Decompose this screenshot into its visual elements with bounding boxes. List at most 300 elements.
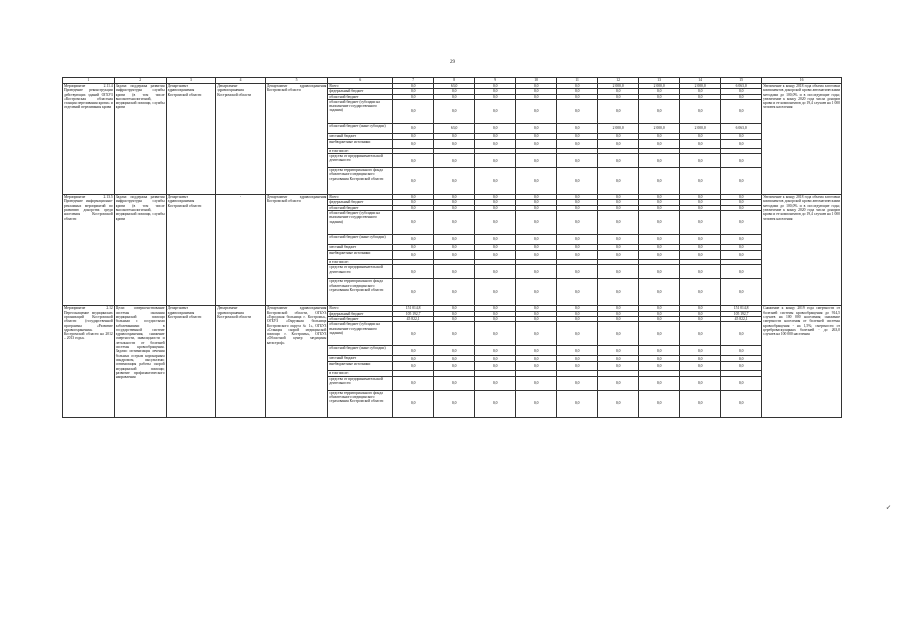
group-col1-cell: Мероприятие 2.13.5 Проведение информационно-рекламных мероприятий по развитию донорства среди населения Костромской области: [63, 195, 115, 306]
amount-cell: 2 000,0: [598, 123, 639, 133]
amount-cell: 0,0: [721, 89, 762, 94]
amount-cell: 0,0: [516, 211, 557, 235]
amount-cell: 0,0: [393, 322, 434, 346]
amount-cell: 0,0: [639, 211, 680, 235]
amount-cell: 0,0: [598, 376, 639, 390]
column-number-2: 2: [114, 78, 166, 84]
funding-source-label: областной бюджет: [328, 205, 393, 210]
page-number: 29: [450, 60, 455, 65]
amount-cell: 0,0: [516, 154, 557, 168]
amount-cell: 0,0: [393, 356, 434, 362]
amount-cell: 0,0: [557, 316, 598, 321]
funding-source-label: внебюджетные источники: [328, 251, 393, 260]
amount-cell: 0,0: [557, 94, 598, 99]
amount-cell: 0,0: [557, 346, 598, 356]
amount-cell: 0,0: [475, 84, 516, 89]
amount-cell: 0,0: [639, 154, 680, 168]
amount-cell: 0,0: [639, 311, 680, 316]
amount-cell: 0,0: [598, 195, 639, 200]
amount-cell: 0,0: [475, 390, 516, 417]
group-col5-cell: Департамент здравоохранения Костромской области: [265, 84, 328, 195]
funding-source-label: Всего: [328, 84, 393, 89]
amount-cell: 0,0: [639, 376, 680, 390]
amount-cell: 0,0: [393, 346, 434, 356]
amount-cell: 0,0: [516, 123, 557, 133]
amount-cell: 0,0: [598, 211, 639, 235]
amount-cell: 0,0: [434, 99, 475, 123]
group-col3-cell: Департамент здравоохранения Костромской области: [166, 84, 216, 195]
amount-cell: 0,0: [557, 265, 598, 279]
amount-cell: 0,0: [639, 356, 680, 362]
amount-cell: 0,0: [721, 94, 762, 99]
amount-cell: 0,0: [393, 139, 434, 148]
amount-cell: 0,0: [557, 311, 598, 316]
amount-cell: 0,0: [434, 168, 475, 195]
amount-cell: 0,0: [598, 205, 639, 210]
amount-cell: 0,0: [434, 322, 475, 346]
amount-cell: 0,0: [516, 322, 557, 346]
amount-cell: 0,0: [598, 139, 639, 148]
amount-cell: 0,0: [516, 356, 557, 362]
amount-cell: 0,0: [680, 133, 721, 139]
group-col1-cell: Мероприятие 2.12 Переоснащение медицинских организаций Костромской области (государственной программы «Развитие здравоохранения» Костромской области на 2012 – 2013 годы»: [63, 306, 115, 417]
amount-cell: 0,0: [721, 279, 762, 306]
amount-cell: 0,0: [680, 205, 721, 210]
amount-cell: 0,0: [475, 322, 516, 346]
amount-cell: 0,0: [639, 245, 680, 251]
column-number-14: 14: [680, 78, 721, 84]
amount-cell: 0,0: [680, 94, 721, 99]
amount-cell: 2 000,0: [680, 123, 721, 133]
amount-cell: 0,0: [516, 311, 557, 316]
amount-cell: 0,0: [598, 322, 639, 346]
funding-source-label: средства территориального фонда обязательного медицинского страхования Костромской области: [328, 168, 393, 195]
group-col5-cell: Департамент здравоохранения Костромской области: [265, 195, 328, 306]
funding-source-label: федеральный бюджет: [328, 89, 393, 94]
amount-cell: 0,0: [434, 356, 475, 362]
program-activities-table: [62, 77, 842, 418]
amount-cell: 0,0: [434, 346, 475, 356]
column-number-7: 7: [393, 78, 434, 84]
amount-cell: 0,0: [393, 279, 434, 306]
amount-cell: 0,0: [475, 376, 516, 390]
column-number-11: 11: [557, 78, 598, 84]
amount-cell: 0,0: [721, 99, 762, 123]
amount-cell: 0,0: [475, 311, 516, 316]
funding-source-label: областной бюджет: [328, 316, 393, 321]
column-number-9: 9: [475, 78, 516, 84]
amount-cell: 0,0: [680, 168, 721, 195]
amount-cell: 45 822,1: [721, 316, 762, 321]
amount-cell: 0,0: [557, 200, 598, 205]
amount-cell: 0,0: [557, 376, 598, 390]
funding-source-label: средства территориального фонда обязательного медицинского страхования Костромской области: [328, 390, 393, 417]
amount-cell: 0,0: [680, 306, 721, 311]
amount-cell: 0,0: [516, 168, 557, 195]
amount-cell: 0,0: [557, 235, 598, 245]
group-col1-cell: Мероприятие 2.11.4 Проведение реконструкции действующих зданий ОГБУЗ «Костромская областная станция переливания крови» и отделений переливания крови: [63, 84, 115, 195]
amount-cell: 0,0: [393, 89, 434, 94]
amount-cell: 0,0: [598, 316, 639, 321]
amount-cell: 0,0: [434, 390, 475, 417]
amount-cell: 0,0: [598, 245, 639, 251]
amount-cell: 0,0: [598, 200, 639, 205]
amount-cell: 0,0: [434, 362, 475, 371]
funding-source-label: областной бюджет (иные субсидии): [328, 123, 393, 133]
amount-cell: 0,0: [393, 123, 434, 133]
amount-cell: 0,0: [680, 356, 721, 362]
amount-cell: 0,0: [516, 99, 557, 123]
group-col4-cell: Департамент здравоохранения Костромской области: [216, 84, 266, 195]
amount-cell: 0,0: [680, 245, 721, 251]
amount-cell: 0,0: [434, 235, 475, 245]
funding-source-label: местный бюджет: [328, 356, 393, 362]
amount-cell: 0,0: [516, 89, 557, 94]
amount-cell: 0,0: [639, 306, 680, 311]
amount-cell: 0,0: [557, 279, 598, 306]
amount-cell: 0,0: [475, 168, 516, 195]
amount-cell: 0,0: [393, 168, 434, 195]
amount-cell: 0,0: [639, 322, 680, 346]
amount-cell: 0,0: [557, 390, 598, 417]
amount-cell: 63,0: [434, 84, 475, 89]
amount-cell: 0,0: [475, 99, 516, 123]
amount-cell: 0,0: [721, 139, 762, 148]
amount-cell: 0,0: [516, 376, 557, 390]
amount-cell: 0,0: [721, 195, 762, 200]
amount-cell: 0,0: [434, 376, 475, 390]
amount-cell: 0,0: [516, 306, 557, 311]
amount-cell: 0,0: [475, 133, 516, 139]
funding-source-label: средства от предпринимательской деятельности: [328, 154, 393, 168]
amount-cell: 0,0: [680, 200, 721, 205]
amount-cell: 0,0: [475, 139, 516, 148]
amount-cell: 0,0: [557, 123, 598, 133]
amount-cell: 0,0: [721, 251, 762, 260]
amount-cell: 2 000,0: [639, 84, 680, 89]
amount-cell: 0,0: [516, 139, 557, 148]
expected-result-cell: Снижение к концу 2019 года смертности от болезней системы кровообращения до 914,5 случаев на 100 000 населения; снижение смертности населения от болезней системы кровообращения - на 1,5%; смертности от цереброваскулярных болезней - до 263,0 случаев на 100 000 населения: [762, 306, 842, 417]
amount-cell: 0,0: [475, 205, 516, 210]
amount-cell: 0,0: [680, 316, 721, 321]
amount-cell: 0,0: [721, 200, 762, 205]
amount-cell: 0,0: [475, 362, 516, 371]
amount-cell: 0,0: [639, 265, 680, 279]
amount-cell: 2 000,0: [598, 84, 639, 89]
amount-cell: 0,0: [516, 200, 557, 205]
amount-cell: 151 014,8: [393, 306, 434, 311]
amount-cell: 0,0: [475, 94, 516, 99]
amount-cell: 0,0: [680, 235, 721, 245]
funding-source-label: областной бюджет (иные субсидии): [328, 346, 393, 356]
amount-cell: 0,0: [557, 322, 598, 346]
amount-cell: 0,0: [557, 306, 598, 311]
amount-cell: 0,0: [721, 390, 762, 417]
group-col3-cell: Департамент здравоохранения Костромской области: [166, 195, 216, 306]
amount-cell: 0,0: [516, 362, 557, 371]
amount-cell: 0,0: [516, 94, 557, 99]
amount-cell: 0,0: [680, 390, 721, 417]
amount-cell: 0,0: [393, 200, 434, 205]
amount-cell: 0,0: [639, 316, 680, 321]
amount-cell: 0,0: [475, 235, 516, 245]
amount-cell: 0,0: [639, 390, 680, 417]
funding-source-label: в том числе:: [328, 148, 393, 153]
funding-source-label: местный бюджет: [328, 133, 393, 139]
column-number-15: 15: [721, 78, 762, 84]
amount-cell: 0,0: [475, 123, 516, 133]
amount-cell: 0,0: [680, 99, 721, 123]
amount-cell: 0,0: [721, 265, 762, 279]
amount-cell: 0,0: [557, 195, 598, 200]
amount-cell: 0,0: [434, 133, 475, 139]
amount-cell: 0,0: [680, 251, 721, 260]
amount-cell: 0,0: [557, 139, 598, 148]
amount-cell: 0,0: [516, 245, 557, 251]
amount-cell: 0,0: [639, 200, 680, 205]
amount-cell: 0,0: [475, 251, 516, 260]
amount-cell: 0,0: [393, 390, 434, 417]
amount-cell: 2 000,0: [680, 84, 721, 89]
amount-cell: 0,0: [721, 356, 762, 362]
amount-cell: 0,0: [475, 306, 516, 311]
amount-cell: 0,0: [393, 133, 434, 139]
amount-cell: 0,0: [516, 251, 557, 260]
column-number-5: 5: [265, 78, 328, 84]
group-col4-cell: Департамент здравоохранения Костромской области: [216, 306, 266, 417]
amount-cell: 0,0: [557, 133, 598, 139]
funding-source-label: федеральный бюджет: [328, 200, 393, 205]
amount-cell: 0,0: [434, 94, 475, 99]
amount-cell: 0,0: [639, 133, 680, 139]
amount-cell: 0,0: [639, 205, 680, 210]
amount-cell: 0,0: [475, 245, 516, 251]
amount-cell: 0,0: [639, 89, 680, 94]
amount-cell: 0,0: [393, 265, 434, 279]
group-col4-cell: -: [216, 195, 266, 306]
amount-cell: 0,0: [721, 346, 762, 356]
amount-cell: 0,0: [516, 205, 557, 210]
amount-cell: 0,0: [721, 362, 762, 371]
amount-cell: 0,0: [721, 168, 762, 195]
amount-cell: 0,0: [393, 211, 434, 235]
amount-cell: 0,0: [557, 84, 598, 89]
amount-cell: 0,0: [680, 211, 721, 235]
amount-cell: 0,0: [393, 362, 434, 371]
amount-cell: 0,0: [434, 139, 475, 148]
group-col5-cell: Департамент здравоохранения Костромской области, ОГБУЗ «Городская больница г. Костромы», ОГБУЗ «Окружная больница Костромского округа № 1», ОГБУЗ «Станция скорой медицинской помощи г. Костромы», ОГБУЗ «Областной центр медицины катастроф»: [265, 306, 328, 417]
funding-source-label: федеральный бюджет: [328, 311, 393, 316]
column-number-3: 3: [166, 78, 216, 84]
amount-cell: 0,0: [639, 279, 680, 306]
amount-cell: 0,0: [598, 265, 639, 279]
amount-cell: 0,0: [680, 154, 721, 168]
amount-cell: 0,0: [516, 235, 557, 245]
amount-cell: 0,0: [557, 362, 598, 371]
amount-cell: 0,0: [557, 211, 598, 235]
amount-cell: 0,0: [639, 251, 680, 260]
amount-cell: 0,0: [721, 205, 762, 210]
amount-cell: 0,0: [680, 195, 721, 200]
amount-cell: 0,0: [434, 279, 475, 306]
amount-cell: 0,0: [393, 235, 434, 245]
amount-cell: 0,0: [434, 316, 475, 321]
amount-cell: 0,0: [434, 154, 475, 168]
amount-cell: 105 192,7: [393, 311, 434, 316]
amount-cell: 0,0: [434, 200, 475, 205]
amount-cell: 0,0: [516, 346, 557, 356]
amount-cell: 63,0: [434, 123, 475, 133]
amount-cell: 0,0: [434, 205, 475, 210]
funding-source-label: в том числе:: [328, 260, 393, 265]
amount-cell: 0,0: [598, 235, 639, 245]
amount-cell: 151 014,8: [721, 306, 762, 311]
amount-cell: 0,0: [721, 211, 762, 235]
amount-cell: 0,0: [680, 265, 721, 279]
column-number-1: 1: [63, 78, 115, 84]
amount-cell: 0,0: [721, 245, 762, 251]
amount-cell: 0,0: [639, 99, 680, 123]
amount-cell: 0,0: [721, 322, 762, 346]
funding-source-label: внебюджетные источники: [328, 362, 393, 371]
amount-cell: 0,0: [557, 154, 598, 168]
funding-source-label: внебюджетные источники: [328, 139, 393, 148]
amount-cell: 0,0: [475, 346, 516, 356]
group-col2-cell: Задача: поддержка развития инфраструктуры службы крови (в том числе высокотехнологичной, медицинской помощи, службы крови: [114, 84, 166, 195]
amount-cell: 0,0: [516, 390, 557, 417]
amount-cell: 0,0: [516, 133, 557, 139]
amount-cell: 0,0: [516, 316, 557, 321]
amount-cell: 0,0: [598, 346, 639, 356]
amount-cell: 0,0: [557, 168, 598, 195]
amount-cell: 0,0: [393, 251, 434, 260]
column-number-13: 13: [639, 78, 680, 84]
amount-cell: 105 192,7: [721, 311, 762, 316]
funding-source-label: Всего: [328, 195, 393, 200]
amount-cell: 0,0: [598, 390, 639, 417]
column-number-6: 6: [328, 78, 393, 84]
amount-cell: 0,0: [434, 251, 475, 260]
amount-cell: 0,0: [434, 306, 475, 311]
amount-cell: 0,0: [721, 235, 762, 245]
funding-source-label: областной бюджет (субсидии на выполнение государственного задания): [328, 211, 393, 235]
amount-cell: 0,0: [434, 195, 475, 200]
amount-cell: 0,0: [598, 94, 639, 99]
amount-cell: 0,0: [434, 211, 475, 235]
amount-cell: 0,0: [639, 362, 680, 371]
amount-cell: 0,0: [393, 376, 434, 390]
amount-cell: 0,0: [598, 154, 639, 168]
amount-cell: 0,0: [680, 139, 721, 148]
funding-source-label: средства от предпринимательской деятельности: [328, 265, 393, 279]
amount-cell: 0,0: [598, 133, 639, 139]
amount-cell: 2 000,0: [639, 123, 680, 133]
amount-cell: 0,0: [393, 154, 434, 168]
amount-cell: 0,0: [557, 356, 598, 362]
amount-cell: 0,0: [475, 195, 516, 200]
amount-cell: 0,0: [475, 154, 516, 168]
amount-cell: 0,0: [680, 346, 721, 356]
amount-cell: 0,0: [434, 89, 475, 94]
group-col2-cell: Задача: поддержка развития инфраструктуры службы крови (в том числе высокотехнологичной, медицинской помощи, службы крови: [114, 195, 166, 306]
amount-cell: 0,0: [475, 279, 516, 306]
amount-cell: 0,0: [393, 94, 434, 99]
amount-cell: 0,0: [639, 235, 680, 245]
amount-cell: 0,0: [680, 362, 721, 371]
amount-cell: 0,0: [475, 200, 516, 205]
column-number-16: 16: [762, 78, 842, 84]
amount-cell: 0,0: [639, 195, 680, 200]
funding-source-label: в том числе:: [328, 371, 393, 376]
funding-source-label: областной бюджет: [328, 94, 393, 99]
column-number-4: 4: [216, 78, 266, 84]
amount-cell: 0,0: [598, 251, 639, 260]
amount-cell: 0,0: [598, 89, 639, 94]
amount-cell: 0,0: [721, 133, 762, 139]
amount-cell: 0,0: [475, 356, 516, 362]
amount-cell: 0,0: [516, 84, 557, 89]
amount-cell: 0,0: [393, 205, 434, 210]
amount-cell: 0,0: [598, 356, 639, 362]
amount-cell: 0,0: [680, 311, 721, 316]
amount-cell: 0,0: [639, 94, 680, 99]
amount-cell: 0,0: [721, 154, 762, 168]
funding-source-label: областной бюджет (субсидии на выполнение государственного задания): [328, 99, 393, 123]
amount-cell: 0,0: [557, 99, 598, 123]
amount-cell: 0,0: [721, 376, 762, 390]
amount-cell: 0,0: [475, 211, 516, 235]
amount-cell: 0,0: [393, 195, 434, 200]
amount-cell: 0,0: [598, 311, 639, 316]
amount-cell: 0,0: [598, 99, 639, 123]
amount-cell: 0,0: [639, 139, 680, 148]
funding-source-label: местный бюджет: [328, 245, 393, 251]
column-number-12: 12: [598, 78, 639, 84]
funding-source-label: областной бюджет (иные субсидии): [328, 235, 393, 245]
column-number-10: 10: [516, 78, 557, 84]
amount-cell: 0,0: [434, 265, 475, 279]
amount-cell: 0,0: [598, 168, 639, 195]
amount-cell: 0,0: [434, 245, 475, 251]
amount-cell: 0,0: [475, 265, 516, 279]
amount-cell: 0,0: [434, 311, 475, 316]
group-col2-cell: Цели: совершенствование системы оказания медицинской помощи больным с сосудистыми заболеваниями в государственной системе здравоохранения, снижение смертности, инвалидности и летальности от болезней системы кровообращения. Задачи: оптимизация лечения больных острым коронарным синдромом, инсультами; оптимизация работы скорой медицинской помощи; развитие профилактического направления: [114, 306, 166, 417]
amount-cell: 0,0: [598, 362, 639, 371]
amount-cell: 0,0: [680, 89, 721, 94]
margin-mark: ↙: [885, 505, 891, 511]
amount-cell: 0,0: [598, 306, 639, 311]
amount-cell: 0,0: [557, 205, 598, 210]
amount-cell: 6 063,0: [721, 84, 762, 89]
amount-cell: 0,0: [680, 376, 721, 390]
amount-cell: 0,0: [516, 265, 557, 279]
column-number-8: 8: [434, 78, 475, 84]
amount-cell: 0,0: [557, 89, 598, 94]
expected-result-cell: Увеличение к концу 2018 года объема заготовки компонентов донорской крови автоматическими методами до 100,0% и в последующие годы; увеличение к концу 2020 года числа доноров крови и ее компонентов до 19,4 случаев на 1 000 человек населения: [762, 84, 842, 195]
amount-cell: 0,0: [475, 89, 516, 94]
amount-cell: 0,0: [516, 195, 557, 200]
amount-cell: 0,0: [639, 346, 680, 356]
amount-cell: 45 822,1: [393, 316, 434, 321]
amount-cell: 0,0: [475, 316, 516, 321]
funding-source-label: средства от предпринимательской деятельности: [328, 376, 393, 390]
amount-cell: 0,0: [393, 99, 434, 123]
amount-cell: 0,0: [557, 245, 598, 251]
funding-source-label: областной бюджет (субсидии на выполнение государственного задания): [328, 322, 393, 346]
amount-cell: 0,0: [393, 84, 434, 89]
amount-cell: 0,0: [557, 251, 598, 260]
amount-cell: 0,0: [680, 279, 721, 306]
